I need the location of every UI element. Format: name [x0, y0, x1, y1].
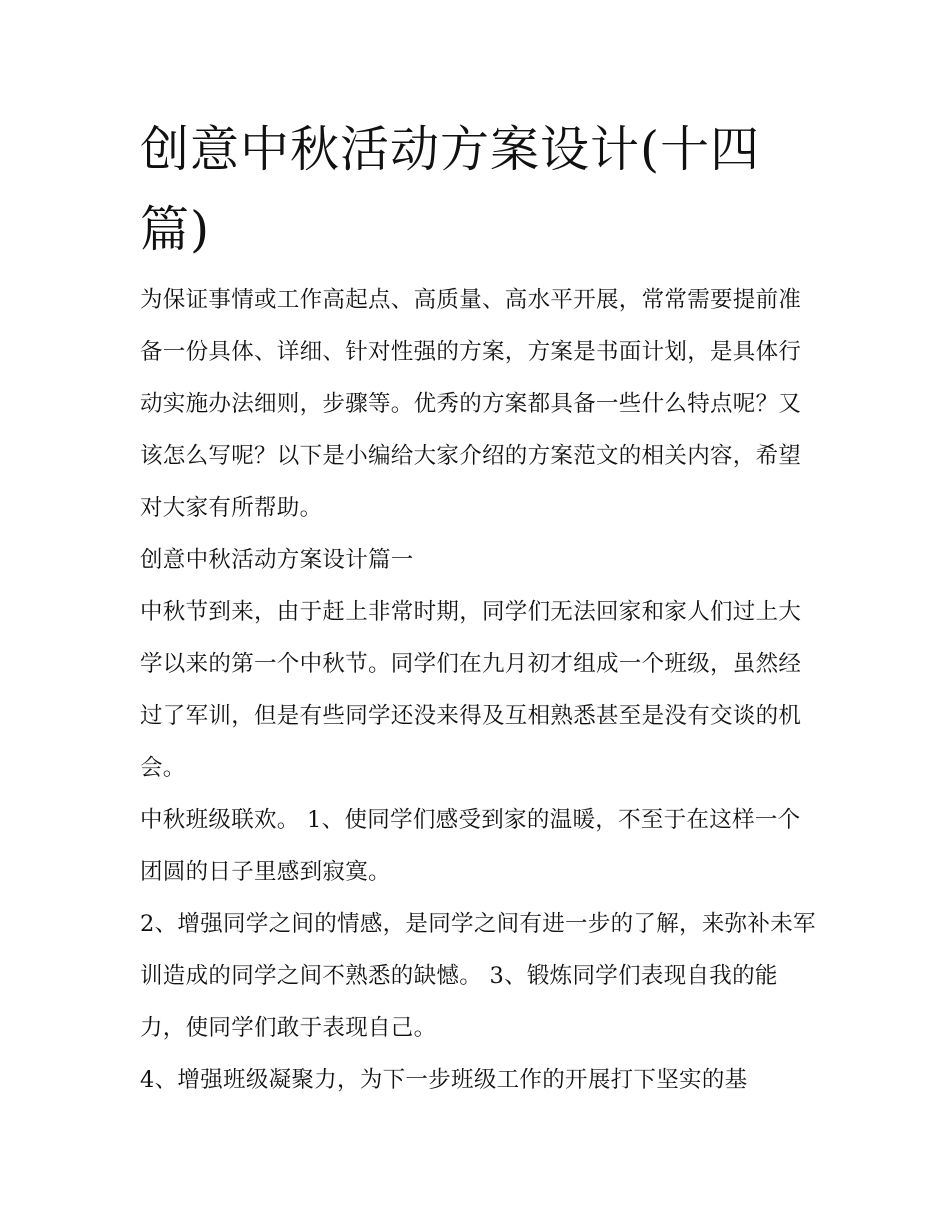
body-paragraph: 中秋节到来，由于赶上非常时期，同学们无法回家和家人们过上大学以来的第一个中秋节。同学们在九月初才组成一个班级，虽然经过了军训，但是有些同学还没来得及互相熟悉甚至是没有交谈的机会。: [140, 599, 802, 781]
body-paragraph: 2、增强同学之间的情感，是同学之间有进一步的了解，来弥补未军训造成的同学之间不熟悉的缺憾。 3、锻炼同学们表现自我的能力，使同学们敢于表现自己。: [140, 911, 816, 1041]
document-title: 创意中秋活动方案设计(十四篇): [140, 121, 761, 258]
intro-paragraph: 为保证事情或工作高起点、高质量、高水平开展，常常需要提前准备一份具体、详细、针对性强的方案，方案是书面计划，是具体行动实施办法细则，步骤等。优秀的方案都具备一些什么特点呢？又该怎么写呢？以下是小编给大家介绍的方案范文的相关内容，希望对大家有所帮助。: [140, 287, 802, 521]
body-paragraph: 中秋班级联欢。 1、使同学们感受到家的温暖，不至于在这样一个团圆的日子里感到寂寞。: [140, 807, 801, 885]
section-heading: 创意中秋活动方案设计篇一: [140, 547, 414, 573]
document-page: [140, 110, 820, 1106]
body-paragraph: 4、增强班级凝聚力，为下一步班级工作的开展打下坚实的基: [140, 1067, 748, 1093]
